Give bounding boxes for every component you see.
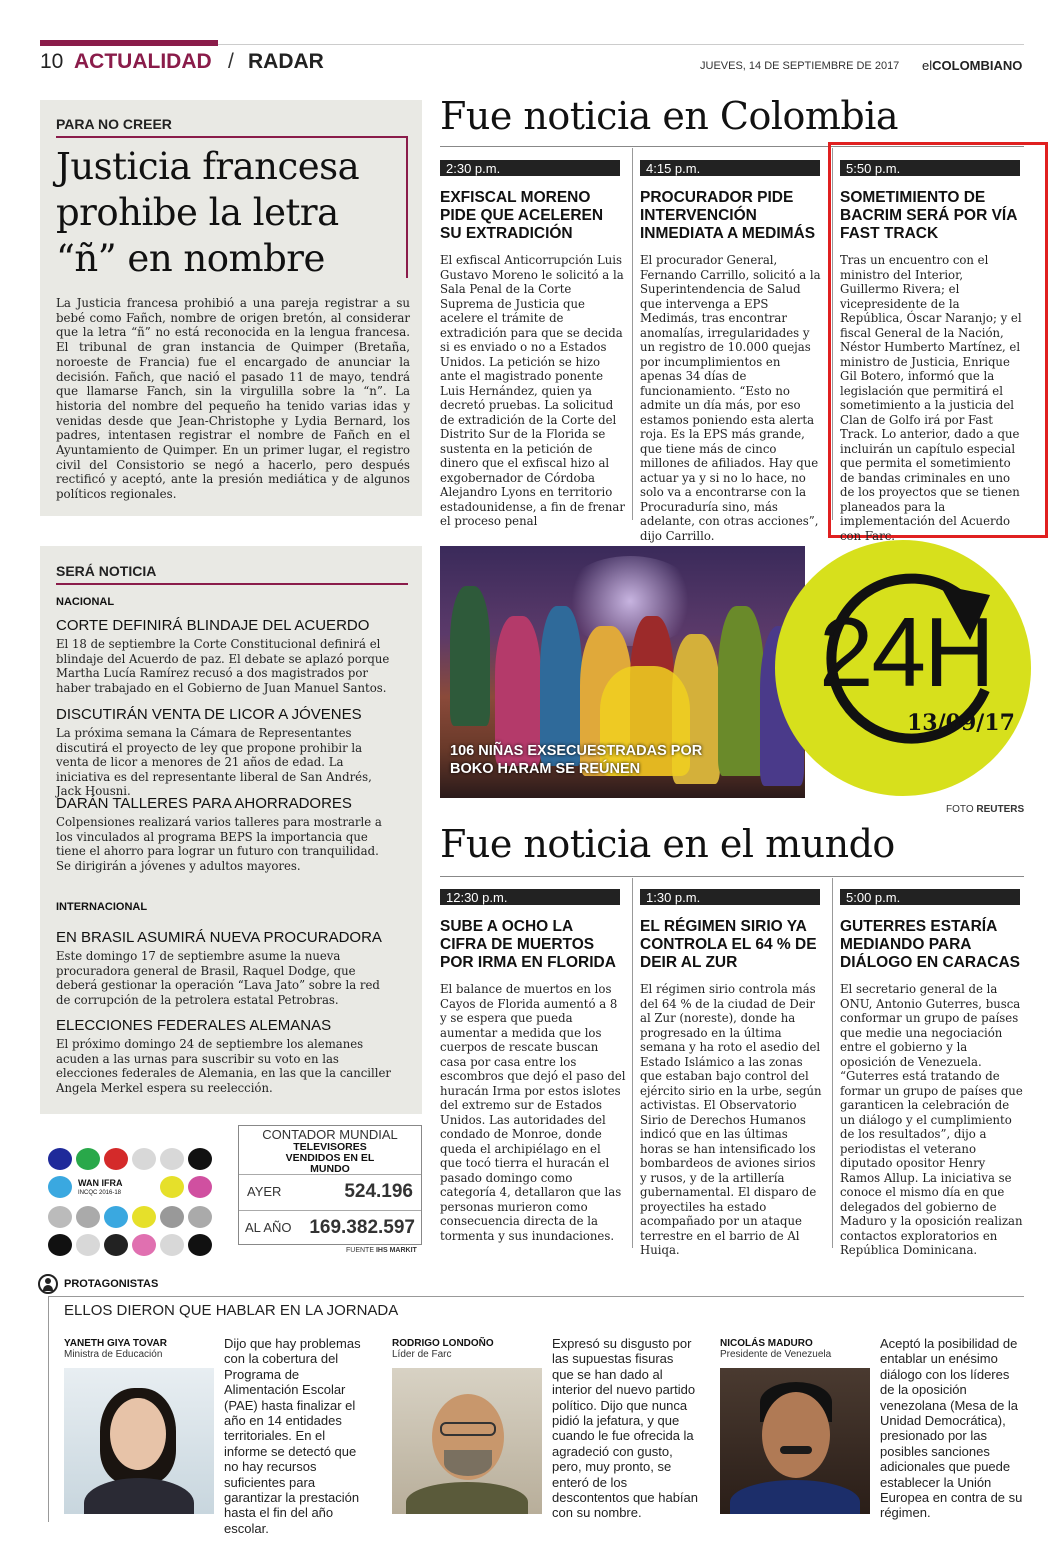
sera-noticia-kicker: SERÁ NOTICIA [56, 563, 157, 579]
protagonist-role: Presidente de Venezuela [720, 1349, 832, 1360]
photo-glasses [440, 1422, 496, 1436]
header-rule [218, 44, 1024, 45]
photo-beard [444, 1450, 492, 1476]
time-tag: 5:00 p.m. [840, 889, 1020, 905]
protagonist-quote: Aceptó la posibilidad de entablar un enésimo diálogo con los líderes de la oposición venezolana (Mesa de la Unidad Democrática), presionado por las posibles sanciones adicionales que puede establecer la Unión Europea en contra de su régimen. [880, 1336, 1023, 1521]
protagonist-card [392, 1336, 712, 1521]
world-counter [238, 1125, 422, 1245]
mundo-title: Fue noticia en el mundo [440, 822, 895, 866]
section-title: ACTUALIDAD [74, 50, 212, 73]
item-headline: EN BRASIL ASUMIRÁ NUEVA PROCURADORA [56, 929, 382, 946]
internacional-item [56, 1017, 396, 1095]
color-swatch [76, 1206, 100, 1228]
protagonist-name: RODRIGO LONDOÑO [392, 1338, 494, 1349]
color-swatch [48, 1148, 72, 1170]
photo-shoulders [730, 1480, 860, 1514]
column-divider [632, 878, 633, 1248]
item-headline: DISCUTIRÁN VENTA DE LICOR A JÓVENES [56, 706, 362, 723]
counter-row [239, 1210, 421, 1244]
color-swatch [48, 1206, 72, 1228]
title-line: Justicia francesa [56, 145, 360, 188]
item-body: El 18 de septiembre la Corte Constitucional definirá el blindaje del Acuerdo de paz. El debate se aplazó porque Martha Lucía Ramírez recusó a dos magistrados por haber trabajado en el Gobierno de Juan Manuel Santos. [56, 637, 390, 695]
headline: SOMETIMIENTO DE BACRIM SERÁ POR VÍA FAST TRACK [840, 189, 1017, 242]
kicker-rule-vertical [406, 136, 408, 278]
person-icon [38, 1274, 58, 1294]
figure-shape [718, 606, 764, 776]
icon-head [45, 1278, 51, 1284]
photo-shoulders [84, 1478, 194, 1514]
color-swatch [160, 1176, 184, 1198]
item-body: El próximo domingo 24 de septiembre los alemanes acuden a las urnas para suscribir su voto en las elecciones federales de Alemania, en las que la canciller Angela Merkel espera su reelección. [56, 1037, 392, 1095]
column-divider [832, 878, 833, 1248]
para-no-creer-body: La Justicia francesa prohibió a una pareja registrar a su bebé como Fañch, nombre de origen bretón, al considerar que la letra “ñ” no está reconocida en la lengua francesa. El tribunal de gran instancia de Quimper (Bretaña, noroeste de Francia) fue el encargado de anunciar la decisión. Fañch, que nació el pasado 11 de mayo, tendrá que llamarse Fanch, sin la virgulilla sobre la “n”. La historia del nombre del pequeño ha tenido varias idas y venidas desde que Jean-Christophe y Lydia Bernard, los padres, intentasen registrar el nombre de Fañch en el Ayuntamiento de Quimper. En un primer lugar, el registro civil del Consistorio se negó a hacerlo, pero después rectificó y aceptó, ante la presión mediática y de algunos políticos regionales. [56, 296, 410, 502]
photo-shoulders [406, 1482, 528, 1514]
color-swatch [132, 1234, 156, 1256]
24h-badge [775, 540, 1031, 796]
nacional-label: NACIONAL [56, 596, 115, 608]
article-body: El exfiscal Anticorrupción Luis Gustavo Moreno le solicitó a la Sala Penal de la Corte Suprema de Justicia que acelere el trámite de extradición para que se decida si es enviado o no a Estados Unidos. La petición se hizo ante el magistrado ponente Luis Hernández, quien ya decretó pruebas. La solicitud de extradición de la Corte del Distrito Sur de la Florida se sustenta en la petición de dinero que el exfiscal hizo al exgobernador de Córdoba Alejandro Lyons en territorio estadounidense, a fin de frenar el proceso penal [440, 253, 625, 528]
stage-light [560, 556, 700, 646]
color-swatch [48, 1176, 72, 1198]
mundo-col-3 [840, 887, 1024, 1258]
color-swatch [188, 1148, 212, 1170]
counter-label: AL AÑO [245, 1220, 292, 1235]
column-divider [632, 148, 633, 520]
colombia-title: Fue noticia en Colombia [440, 94, 899, 138]
article-body: El secretario general de la ONU, Antonio Guterres, busca conformar un grupo de países que medie una negociación entre el gobierno y la oposición de Venezuela. “Guterres está tratando de formar un grupo de países que garanticen la celebración de un diálogo y el cumplimiento de los resultados”, dijo a periodistas el veterano diputado opositor Henry Ramos Allup. La iniciativa se conoce el mismo día en que delegados del gobierno de Maduro y la oposición realizan contactos exploratorios en República Dominicana. [840, 982, 1023, 1257]
protagonist-role: Líder de Farc [392, 1349, 452, 1360]
protagonist-photo [392, 1368, 542, 1514]
internacional-label: INTERNACIONAL [56, 901, 148, 913]
time-tag: 2:30 p.m. [440, 160, 620, 176]
nacional-item [56, 617, 396, 695]
section-separator: / [228, 50, 234, 73]
issue-date: JUEVES, 14 DE SEPTIEMBRE DE 2017 [700, 60, 900, 72]
brand-name: COLOMBIANO [932, 58, 1023, 73]
counter-label: AYER [247, 1184, 282, 1199]
protagonistas-rule [48, 1296, 1024, 1297]
badge-date: 13/09/17 [907, 710, 1015, 736]
item-headline: DARÁN TALLERES PARA AHORRADORES [56, 795, 352, 812]
protagonist-quote: Dijo que hay problemas con la cobertura del Programa de Alimentación Escolar (PAE) hasta finalizar el año en 14 entidades territoriales. En el informe se detectó que no hay recursos suficientes para garantizar la prestación hasta el fin del año escolar. [224, 1336, 361, 1536]
color-swatch [48, 1234, 72, 1256]
ifra-sublabel: INCQC 2016-18 [78, 1190, 122, 1196]
headline: SUBE A OCHO LA CIFRA DE MUERTOS POR IRMA EN FLORIDA [440, 918, 616, 971]
counter-title: CONTADOR MUNDIAL [262, 1127, 398, 1142]
color-swatch [76, 1234, 100, 1256]
source-name: IHS MARKIT [375, 1247, 417, 1254]
item-headline: ELECCIONES FEDERALES ALEMANAS [56, 1017, 332, 1034]
title-line: prohibe la letra [56, 191, 339, 234]
headline: EL RÉGIMEN SIRIO YA CONTROLA EL 64 % DE DEIR AL ZUR [640, 918, 817, 971]
headline: PROCURADOR PIDE INTERVENCIÓN INMEDIATA A MEDIMÁS [640, 189, 816, 242]
protagonist-quote: Expresó su disgusto por las supuestas fisuras que se han dado al interior del nuevo partido político. Dijo que nunca pidió la jefatura, y que cuando le fue ofrecida la agradeció con gusto, pero, muy pronto, se enteró de los descontentos que habían con su nombre. [552, 1336, 699, 1521]
color-swatch [188, 1206, 212, 1228]
ifra-logo [78, 1178, 154, 1198]
protagonistas-subtitle: ELLOS DIERON QUE HABLAR EN LA JORNADA [64, 1302, 399, 1319]
color-swatch [104, 1234, 128, 1256]
color-swatch [132, 1148, 156, 1170]
item-headline: CORTE DEFINIRÁ BLINDAJE DEL ACUERDO [56, 617, 370, 634]
kicker-rule [56, 583, 408, 585]
protagonistas-vertical-rule [48, 1296, 49, 1522]
item-body: Colpensiones realizará varios talleres para mostrarle a los vinculados al programa BEPS la importancia que tiene el ahorro para lograr un futuro con tranquilidad. Se dirigirán a jóvenes y adultos mayores. [56, 815, 382, 873]
colombia-col-2 [640, 158, 822, 543]
protagonist-card [64, 1336, 384, 1536]
para-no-creer-title [56, 144, 406, 282]
ifra-color-chart [40, 1126, 228, 1260]
article-body: Tras un encuentro con el ministro del Interior, Guillermo Rivera; el vicepresidente de la República, Óscar Naranjo; y el fiscal General de la Nación, Néstor Humberto Martínez, el ministro de Justicia, Enrique Gil Botero, informó que la legislación que permitirá el sometimiento a la justicia del Clan de Golfo irá por Fast Track. Lo anterior, dado a que incluirán un capítulo especial que permita el sometimiento de bandas criminales en uno de los proyectos que se tienen planeados para la implementación del Acuerdo con Farc. [840, 253, 1022, 543]
colombia-col-1 [440, 158, 626, 529]
brand-prefix: el [922, 58, 933, 73]
counter-value: 524.196 [344, 1180, 413, 1202]
time-tag: 12:30 p.m. [440, 889, 620, 905]
photo-face [110, 1398, 166, 1470]
source-prefix: FUENTE [346, 1247, 374, 1254]
article-body: El balance de muertos en los Cayos de Florida aumentó a 8 y se espera que pueda aumentar a medida que los cuerpos de rescate buscan casa por casa entre los escombros que dejó el paso del huracán Irma por estos islotes del extremo sur de Estados Unidos. Las autoridades del condado de Monroe, donde queda el archipiélago en el que tocó tierra el huracán el pasado domingo como categoría 4, detallaron que las personas murieron como consecuencia directa de la tormenta y sus inundaciones. [440, 982, 626, 1243]
color-swatch [160, 1206, 184, 1228]
mundo-col-2 [640, 887, 824, 1258]
mundo-col-1 [440, 887, 626, 1243]
nacional-item [56, 795, 396, 873]
brand-logo [922, 58, 1022, 73]
nacional-item [56, 706, 396, 799]
counter-value: 169.382.597 [309, 1216, 415, 1238]
color-swatch [104, 1206, 128, 1228]
photo-credit [946, 804, 1024, 815]
protagonist-name: YANETH GIYA TOVAR [64, 1338, 167, 1349]
color-swatch [160, 1148, 184, 1170]
badge-text: 24H [819, 597, 993, 707]
color-swatch [76, 1148, 100, 1170]
internacional-item [56, 929, 396, 1007]
article-body: El procurador General, Fernando Carrillo, solicitó a la Superintendencia de Salud que intervenga a EPS Medimás, tras encontrar anomalías, irregularidades y un registro de 10.000 quejas por incumplimientos en apenas 34 días de funcionamiento. “Esto no admite un día más, por eso estamos poniendo esta alerta roja. Es la EPS más grande, que tiene más de cinco millones de afiliados. Hay que actuar ya y si no lo hace, no solo va a encontrarse con la Procuraduría sino, más adelante, con otras acciones”, dijo Carrillo. [640, 253, 821, 543]
subsection-title: RADAR [248, 50, 324, 73]
protagonist-photo [720, 1368, 870, 1514]
photo-caption: 106 NIÑAS EXSECUESTRADAS POR BOKO HARAM SE REÚNEN [450, 743, 703, 777]
protagonist-card [720, 1336, 1024, 1521]
figure-shape [450, 586, 490, 726]
headline: GUTERRES ESTARÍA MEDIANDO PARA DIÁLOGO EN CARACAS [840, 918, 1020, 971]
photo-face [762, 1392, 830, 1478]
item-body: Este domingo 17 de septiembre asume la nueva procuradora general de Brasil, Raquel Dodge, que deberá gestionar la operación “Lava Jato” sobre la red de corrupción de la petrolera estatal Petrobras. [56, 949, 380, 1007]
time-tag: 5:50 p.m. [840, 160, 1020, 176]
colombia-col-3 [840, 158, 1024, 543]
header-accent-bar [40, 40, 218, 46]
counter-source [346, 1247, 417, 1254]
protagonist-role: Ministra de Educación [64, 1349, 163, 1360]
color-swatch [132, 1206, 156, 1228]
article-body: El régimen sirio controla más del 64 % de la ciudad de Deir al Zur (noreste), donde ha progresado en la última semana y ha roto el asedio del Estado Islámico a las zonas que estaban bajo control del ejército sirio en la urbe, según activistas. El Observatorio Sirio de Derechos Humanos indicó que en las últimas horas se han intensificado los bombardeos de aviones sirios y rusos, y de la artillería gubernamental. El disparo de proyectiles ha estado acompañado por un ataque terrestre en el barrio de Al Huiqa. [640, 982, 822, 1257]
kicker-rule [56, 136, 408, 138]
ifra-label: WAN IFRA [78, 1178, 123, 1188]
protagonist-name: NICOLÁS MADURO [720, 1338, 813, 1349]
protagonist-photo [64, 1368, 214, 1514]
page-number: 10 [40, 50, 64, 73]
color-swatch [188, 1176, 212, 1198]
color-swatch [160, 1234, 184, 1256]
counter-subtitle: TELEVISORES VENDIDOS EN EL MUNDO [285, 1141, 375, 1175]
title-line: “ñ” en nombre [56, 237, 325, 280]
color-swatch [104, 1148, 128, 1170]
protagonistas-kicker: PROTAGONISTAS [64, 1278, 159, 1290]
time-tag: 1:30 p.m. [640, 889, 820, 905]
counter-row [239, 1174, 421, 1208]
photo-mustache [780, 1446, 812, 1454]
item-body: La próxima semana la Cámara de Representantes discutirá el proyecto de ley que propone prohibir la venta de licor a menores de 21 años de edad. La iniciativa es del representante liberal de San Andrés, Jack Housni. [56, 726, 372, 798]
credit-source: REUTERS [976, 804, 1025, 815]
credit-prefix: FOTO [946, 804, 974, 815]
mundo-rule [440, 876, 1024, 877]
color-swatch [188, 1234, 212, 1256]
time-tag: 4:15 p.m. [640, 160, 820, 176]
icon-body [43, 1285, 53, 1291]
para-no-creer-kicker: PARA NO CREER [56, 116, 172, 132]
headline: EXFISCAL MORENO PIDE QUE ACELEREN SU EXTRADICIÓN [440, 189, 604, 242]
